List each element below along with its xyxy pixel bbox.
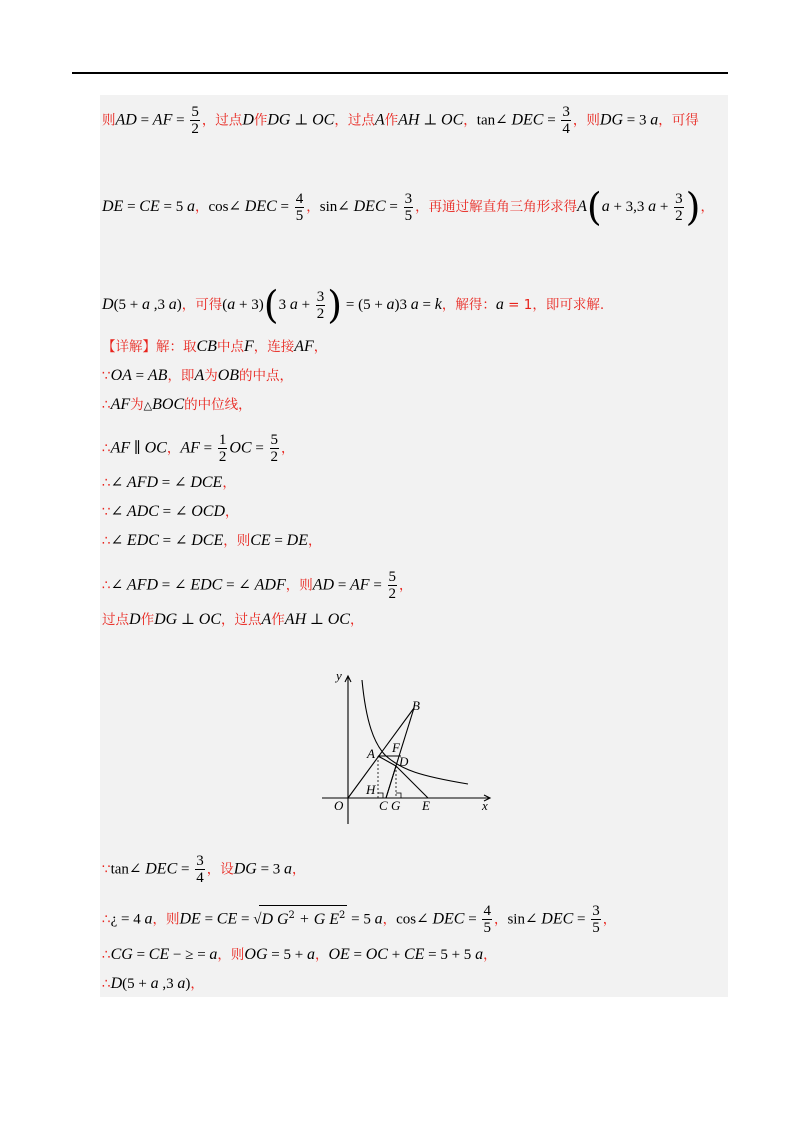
math: CG (110, 946, 133, 963)
denominator: 2 (191, 121, 199, 137)
math: = (132, 947, 149, 963)
math: ∠ (110, 533, 127, 549)
math: A (577, 198, 587, 215)
paren: ( (586, 185, 602, 229)
math: ¿ (110, 911, 118, 928)
fraction (270, 432, 280, 465)
text: ， (399, 577, 413, 594)
math: a (227, 296, 236, 313)
math: CE (139, 198, 160, 215)
math: AF (350, 576, 370, 594)
math: OC (441, 111, 464, 129)
exponent: 2 (339, 909, 346, 921)
therefore-symbol: ∴ (102, 911, 111, 928)
math: ∥ (130, 440, 145, 457)
math: DG (154, 611, 178, 628)
math: ∠ (337, 199, 354, 215)
geometry-figure (310, 662, 510, 832)
therefore-symbol: ∴ (102, 976, 111, 992)
text: ，过点 (334, 112, 375, 129)
math: = 3 (623, 112, 651, 129)
label-G: G (391, 798, 401, 813)
math: = (200, 911, 217, 928)
text: ， (307, 533, 322, 549)
math: AF (294, 338, 314, 355)
math: CB (196, 338, 217, 355)
denominator: 2 (218, 449, 227, 465)
math: a (475, 946, 484, 963)
math: sin (507, 911, 525, 928)
text: 作 (271, 612, 285, 628)
math: ∠ (416, 911, 433, 928)
math: cos (396, 911, 417, 928)
math: )3 (394, 297, 411, 313)
paren: ) (327, 283, 343, 327)
text: = 1，即可求解. (503, 297, 605, 313)
denominator: 2 (270, 449, 279, 465)
fraction (561, 104, 571, 137)
math: A (374, 111, 385, 129)
text: ， (190, 976, 204, 992)
math: ADC (126, 503, 159, 520)
math: AF (110, 396, 131, 413)
math: OB (217, 367, 240, 384)
text: ， (306, 199, 320, 215)
numerator: 4 (483, 903, 491, 919)
detail-line-12 (102, 944, 497, 965)
numerator: 3 (592, 903, 600, 919)
math: + (387, 947, 404, 963)
math: D (129, 611, 141, 628)
fraction (190, 104, 200, 137)
math: ∠ (174, 504, 192, 520)
math: = (222, 577, 239, 594)
text: 为 (130, 397, 144, 413)
text: 中点 (216, 339, 244, 355)
denominator: 5 (483, 920, 491, 936)
fraction (316, 289, 326, 322)
math: a (374, 910, 383, 928)
text: ，即 (167, 368, 195, 384)
math: a (289, 296, 298, 313)
fraction (404, 191, 414, 224)
math: ,3 (158, 976, 178, 992)
math: ( (222, 297, 228, 313)
math: = (172, 112, 189, 129)
math: = (251, 440, 268, 457)
detail-line-4 (102, 432, 295, 465)
label-B: B (412, 698, 420, 713)
math: DEC (145, 860, 178, 878)
label-x: x (482, 798, 488, 813)
text: ，则 (217, 947, 245, 963)
text: 作 (140, 612, 155, 628)
math: EDC (190, 576, 223, 594)
math: = (5 + (342, 297, 387, 313)
text: ，解得： (441, 297, 496, 313)
math: D (110, 975, 123, 992)
math: a (186, 198, 195, 215)
math: DG (599, 111, 624, 129)
denominator: 2 (388, 586, 397, 602)
math: CE (403, 946, 425, 963)
detail-line-11 (102, 903, 616, 936)
analysis-line-1 (102, 104, 699, 137)
math: ∠ (110, 577, 127, 594)
text: ， (292, 861, 306, 878)
text: ，则 (152, 911, 180, 928)
math: AD (312, 576, 335, 594)
text: ，再通过解直角三角形求得 (415, 199, 578, 215)
math: = (385, 199, 402, 215)
math: ,3 (150, 297, 169, 313)
math: DCE (191, 532, 224, 549)
text: 作 (384, 112, 399, 129)
math: = (543, 112, 560, 129)
text: 的中位线， (184, 397, 252, 413)
math: OC (365, 946, 388, 963)
math: ∠ (238, 577, 255, 594)
math: = (237, 911, 254, 928)
math: CE (250, 532, 271, 549)
math: + 3,3 (609, 199, 649, 215)
text: ，可得 (181, 297, 223, 313)
math: OC (229, 439, 252, 457)
sqrt-symbol: √ (253, 911, 262, 928)
math: = (334, 577, 351, 594)
math: OC (327, 611, 350, 628)
math: ADF (254, 576, 286, 594)
math: EDC (126, 532, 159, 549)
math: ∠ (110, 475, 127, 491)
text: ， (349, 612, 364, 628)
denominator: 4 (562, 121, 570, 137)
math: D (102, 296, 114, 313)
numerator: 3 (316, 288, 325, 305)
math: AD (115, 111, 137, 129)
math: OC (312, 111, 335, 129)
math: AFD (126, 576, 159, 594)
math: DG (267, 111, 291, 129)
math: = 4 (117, 911, 145, 928)
therefore-symbol: ∴ (102, 475, 111, 491)
detail-line-10 (102, 853, 306, 886)
math: ∠ (128, 861, 146, 878)
math: ∠ (495, 112, 512, 129)
math: OC (144, 439, 167, 457)
math: DCE (190, 474, 223, 491)
numerator: 1 (218, 432, 227, 448)
therefore-symbol: ∴ (102, 947, 111, 963)
math: ∠ (110, 504, 127, 520)
detail-line-7 (102, 530, 321, 551)
math: F (243, 338, 254, 355)
math: ⊥ (290, 112, 313, 129)
math: = (464, 911, 481, 928)
text: ， (602, 911, 617, 928)
math: CE (216, 910, 238, 928)
paren: ) (685, 185, 701, 229)
detail-line-6 (102, 501, 239, 522)
math: A (194, 367, 205, 384)
math: AF (110, 439, 131, 457)
math: (5 + (122, 976, 151, 992)
math: a (177, 975, 186, 992)
text: 【详解】解：取 (102, 339, 197, 355)
therefore-symbol: ∴ (102, 440, 111, 457)
text: ， (700, 199, 714, 215)
math: cos (208, 199, 229, 215)
detail-line-5 (102, 472, 236, 493)
text: ，过点 (221, 612, 262, 628)
line-OB (348, 708, 414, 798)
math: a (306, 946, 315, 963)
math: = (158, 504, 175, 520)
denominator: 4 (196, 870, 204, 886)
numerator: 3 (196, 853, 204, 869)
label-E: E (422, 798, 430, 813)
math: A (261, 611, 272, 628)
math: DEC (511, 111, 544, 129)
numerator: 5 (191, 104, 199, 120)
math: = (136, 112, 153, 129)
analysis-line-2 (102, 185, 714, 229)
detail-line-3 (102, 394, 252, 416)
text: ， (166, 440, 181, 457)
sqrt-radicand (259, 905, 347, 930)
math: AF (180, 439, 200, 457)
math: = (418, 297, 435, 313)
math: DEC (432, 910, 465, 928)
math: OA (110, 367, 132, 384)
math: = 5 (347, 911, 375, 928)
header-rule (72, 72, 728, 74)
math: AF (152, 111, 173, 129)
math: AH (398, 111, 420, 129)
text: ， (382, 911, 397, 928)
math: a (150, 975, 159, 992)
text: ， (463, 112, 477, 129)
detail-line-1 (102, 336, 327, 357)
math: ∠ (524, 911, 542, 928)
math: DE (179, 910, 201, 928)
triangle-symbol: △ (143, 400, 153, 412)
math: DE (102, 198, 124, 215)
denominator: 2 (316, 305, 325, 322)
text: ， (493, 911, 508, 928)
fraction (482, 903, 492, 936)
math: ⊥ (419, 112, 442, 129)
math: CE (148, 946, 170, 963)
label-O: O (334, 798, 344, 813)
math: + G E (294, 910, 340, 928)
math: (5 + (113, 297, 143, 313)
math: + 3) (235, 297, 264, 313)
text: 作 (253, 112, 268, 129)
math: = 5 + 5 (424, 947, 476, 963)
text: ， (313, 339, 328, 355)
because-symbol: ∵ (102, 861, 111, 878)
math: = 3 (256, 861, 285, 878)
math: DEC (353, 198, 386, 215)
math: = (573, 911, 590, 928)
line-DC (386, 766, 396, 798)
math: = (177, 861, 194, 878)
exponent: 2 (288, 909, 295, 921)
math: a (168, 296, 177, 313)
math: DE (286, 532, 308, 549)
text: ， (281, 440, 295, 457)
text: ，可得 (658, 112, 699, 129)
math: DG (233, 860, 257, 878)
math: ∠ (174, 577, 191, 594)
text: ，设 (206, 861, 234, 878)
numerator: 5 (388, 569, 397, 585)
text: ， (314, 947, 329, 963)
math: a (648, 198, 657, 215)
therefore-symbol: ∴ (102, 577, 111, 594)
because-symbol: ∵ (102, 368, 111, 384)
text: ， (222, 475, 236, 491)
math: = (158, 475, 174, 491)
math: ) (185, 976, 191, 992)
fraction (295, 191, 305, 224)
numerator: 3 (675, 190, 683, 207)
because-symbol: ∵ (102, 504, 111, 520)
therefore-symbol: ∴ (102, 533, 111, 549)
math: D (242, 111, 254, 129)
label-D: D (399, 754, 409, 769)
math: = (158, 533, 175, 549)
detail-line-13 (102, 973, 204, 994)
text: ，则 (223, 533, 251, 549)
math: a (142, 296, 151, 313)
numerator: 5 (270, 432, 279, 448)
math: D G (261, 910, 289, 928)
math: DEC (244, 198, 277, 215)
numerator: 3 (404, 190, 413, 207)
math: = 5 + (267, 947, 307, 963)
math: OCD (191, 503, 225, 520)
math: = (349, 947, 366, 963)
math: OE (328, 946, 350, 963)
math: ∠ (174, 475, 191, 491)
math: = (131, 368, 148, 384)
math: DEC (541, 910, 574, 928)
text: 则 (102, 112, 116, 129)
math: a (650, 111, 659, 129)
text: 过点 (102, 612, 129, 628)
math: + (656, 199, 673, 215)
detail-line-9 (102, 609, 363, 630)
math: 3 (278, 297, 290, 313)
math: = (270, 533, 287, 549)
numerator: 3 (562, 104, 570, 120)
math: = (369, 577, 386, 594)
math: ∠ (228, 199, 245, 215)
text: ，过点 (201, 112, 243, 129)
label-C: C (379, 798, 388, 813)
denominator: 5 (592, 920, 600, 936)
fraction (195, 853, 205, 886)
math: BOC (152, 396, 185, 413)
math: = 5 (159, 199, 187, 215)
label-F: F (392, 740, 400, 755)
denominator: 2 (675, 207, 683, 224)
paren: ( (263, 283, 279, 327)
label-H: H (366, 782, 376, 797)
math: ⊥ (306, 612, 328, 628)
math: a (386, 296, 395, 313)
math: − ≥ = (169, 947, 210, 963)
label-y: y (336, 668, 342, 683)
math: a (410, 296, 419, 313)
math: = (276, 199, 293, 215)
denominator: 5 (404, 207, 413, 224)
detail-line-8 (102, 569, 413, 602)
math: tan (110, 861, 129, 878)
math: OC (198, 611, 222, 628)
math: a (601, 198, 610, 215)
text: 的中点， (239, 368, 294, 384)
text: ，连接 (253, 339, 295, 355)
text: ， (225, 504, 239, 520)
detail-line-2 (102, 365, 293, 386)
math: = (158, 577, 174, 594)
math: = (123, 199, 140, 215)
fraction (218, 432, 228, 465)
math: + (297, 297, 314, 313)
math: = (199, 440, 216, 457)
math: ) (176, 297, 182, 313)
math: a (209, 946, 218, 963)
math: AH (284, 611, 307, 628)
fraction (388, 569, 398, 602)
math: AB (147, 367, 168, 384)
fraction (591, 903, 601, 936)
math: k (434, 296, 442, 313)
denominator: 5 (295, 207, 304, 224)
math: sin (319, 199, 338, 215)
analysis-line-3 (102, 283, 605, 327)
math: ∠ (174, 533, 192, 549)
math: a (495, 296, 504, 313)
math: OG (244, 946, 268, 963)
math: AFD (126, 474, 159, 491)
math: ⊥ (177, 612, 199, 628)
text: ，则 (285, 577, 313, 594)
text: ， (194, 199, 209, 215)
text: 为 (204, 368, 218, 384)
math: tan (476, 112, 496, 129)
math: a (284, 860, 293, 878)
label-A: A (367, 746, 375, 761)
therefore-symbol: ∴ (102, 397, 111, 413)
fraction (674, 191, 684, 224)
text: ， (483, 947, 497, 963)
text: ，则 (572, 112, 600, 129)
numerator: 4 (295, 190, 304, 207)
math: a (144, 910, 153, 928)
